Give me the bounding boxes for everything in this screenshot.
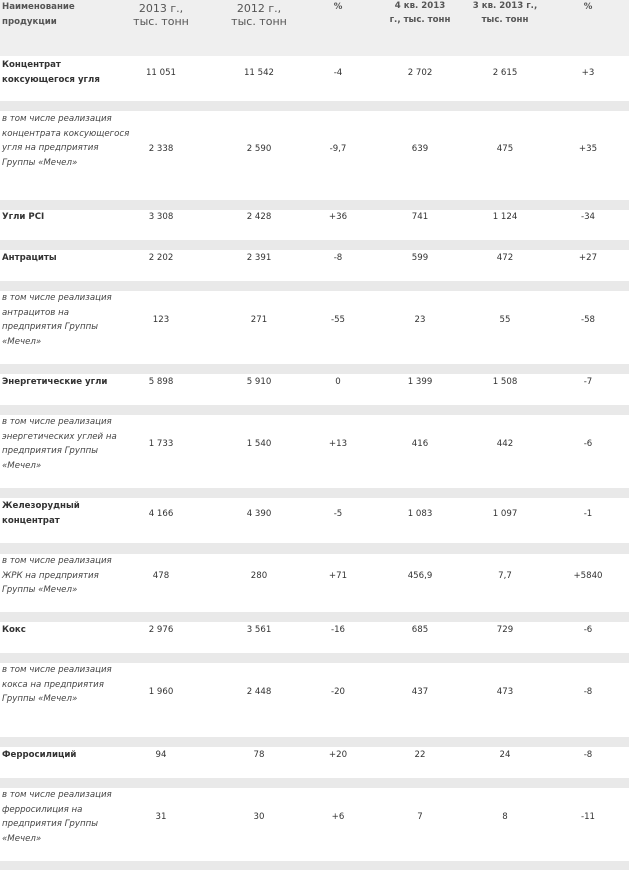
cell-percent-year: +13 [328,439,348,449]
cell-percent-year: -20 [330,687,346,697]
cell-q4-2013: 7 [417,812,423,822]
cell-2013: 94 [155,750,167,760]
cell-2012: 4 390 [246,509,272,519]
row-separator [0,543,629,554]
cell-2013: 1 960 [148,687,174,697]
cell-2012: 1 540 [246,439,272,449]
cell-percent-year: -16 [330,625,346,635]
row-separator [0,405,629,415]
cell-2013: 4 166 [148,509,174,519]
cell-percent-year: +36 [328,212,348,222]
cell-percent-year: -4 [333,68,343,78]
product-subitem-name: в том числе реализация кокса на предприятия Группы «Мечел» [2,665,112,704]
cell-2013: 3 308 [148,212,174,222]
product-subitem-name: в том числе реализация ЖРК на предприятия Группы «Мечел» [2,556,112,595]
cell-q3-2013: 1 124 [492,212,518,222]
cell-percent-quarter: -11 [580,812,596,822]
cell-percent-year: +71 [328,571,348,581]
header-q3-2013: 3 кв. 2013 г., тыс. тонн [472,1,538,25]
cell-q4-2013: 22 [414,750,426,760]
cell-2012: 3 561 [246,625,272,635]
cell-q3-2013: 475 [496,144,514,154]
cell-q3-2013: 2 615 [492,68,518,78]
cell-percent-quarter: -8 [583,750,593,760]
header-2013: 2013 г., тыс. тонн [133,2,189,28]
cell-2012: 78 [253,750,265,760]
cell-2013: 1 733 [148,439,174,449]
cell-percent-year: 0 [335,377,341,387]
product-subitem-name: в том числе реализация энергетических углей на предприятия Группы «Мечел» [2,417,117,471]
row-separator [0,240,629,250]
header-q4-2013: 4 кв. 2013 г., тыс. тонн [389,1,451,25]
cell-percent-quarter: -1 [583,509,593,519]
row-separator [0,612,629,622]
cell-percent-year: -9,7 [329,144,347,154]
header-product-name: Наименование продукции [2,2,75,27]
cell-q4-2013: 599 [411,253,429,263]
cell-q4-2013: 639 [411,144,429,154]
cell-q3-2013: 473 [496,687,514,697]
product-name: Железорудный концентрат [2,501,80,526]
cell-2013: 31 [155,812,167,822]
cell-percent-year: +6 [331,812,345,822]
product-subitem-name: в том числе реализация ферросилиция на предприятия Группы «Мечел» [2,790,112,844]
product-name: Кокс [2,625,26,635]
cell-q3-2013: 55 [499,315,511,325]
cell-percent-quarter: +35 [578,144,598,154]
product-name: Концентрат коксующегося угля [2,60,100,85]
cell-q4-2013: 23 [414,315,426,325]
product-name: Угли PCI [2,212,45,222]
cell-q3-2013: 24 [499,750,511,760]
cell-q4-2013: 2 702 [407,68,433,78]
cell-percent-quarter: -6 [583,625,593,635]
row-separator [0,778,629,788]
cell-2013: 2 976 [148,625,174,635]
row-separator [0,861,629,870]
cell-2012: 30 [253,812,265,822]
row-separator [0,200,629,210]
cell-q4-2013: 1 399 [407,377,433,387]
cell-q3-2013: 1 508 [492,377,518,387]
cell-percent-year: -8 [333,253,343,263]
cell-percent-quarter: -8 [583,687,593,697]
row-separator [0,737,629,747]
product-subitem-name: в том числе реализация концентрата коксующегося угля на предприятия Группы «Мечел» [2,114,130,168]
cell-percent-year: +20 [328,750,348,760]
cell-2012: 2 391 [246,253,272,263]
cell-2013: 123 [152,315,170,325]
cell-percent-year: -5 [333,509,343,519]
cell-q3-2013: 7,7 [498,571,512,581]
row-separator [0,281,629,291]
cell-percent-quarter: -7 [583,377,593,387]
cell-2013: 478 [152,571,170,581]
cell-percent-quarter: -58 [580,315,596,325]
cell-2012: 2 428 [246,212,272,222]
cell-percent-quarter: +5840 [573,571,603,581]
cell-q3-2013: 472 [496,253,514,263]
cell-percent-quarter: -6 [583,439,593,449]
cell-2013: 11 051 [145,68,177,78]
cell-q3-2013: 1 097 [492,509,518,519]
row-separator [0,364,629,374]
cell-2012: 2 448 [246,687,272,697]
cell-2012: 271 [250,315,268,325]
cell-2012: 280 [250,571,268,581]
cell-2012: 2 590 [246,144,272,154]
header-percent-quarter: % [583,2,593,12]
cell-q3-2013: 8 [502,812,508,822]
cell-q3-2013: 442 [496,439,514,449]
header-percent-year: % [333,2,343,12]
cell-q4-2013: 1 083 [407,509,433,519]
product-name: Энергетические угли [2,377,108,387]
cell-percent-quarter: -34 [580,212,596,222]
cell-2013: 5 898 [148,377,174,387]
cell-percent-quarter: +3 [581,68,595,78]
cell-q4-2013: 685 [411,625,429,635]
cell-2012: 11 542 [243,68,275,78]
product-subitem-name: в том числе реализация антрацитов на предприятия Группы «Мечел» [2,293,112,347]
cell-2012: 5 910 [246,377,272,387]
cell-q4-2013: 437 [411,687,429,697]
row-separator [0,653,629,663]
cell-q4-2013: 741 [411,212,429,222]
cell-2013: 2 202 [148,253,174,263]
cell-percent-year: -55 [330,315,346,325]
row-separator [0,488,629,498]
product-name: Антрациты [2,253,57,263]
header-2012: 2012 г., тыс. тонн [231,2,287,28]
cell-q4-2013: 416 [411,439,429,449]
product-name: Ферросилиций [2,750,77,760]
cell-2013: 2 338 [148,144,174,154]
cell-q3-2013: 729 [496,625,514,635]
row-separator [0,101,629,111]
cell-percent-quarter: +27 [578,253,598,263]
cell-q4-2013: 456,9 [407,571,433,581]
